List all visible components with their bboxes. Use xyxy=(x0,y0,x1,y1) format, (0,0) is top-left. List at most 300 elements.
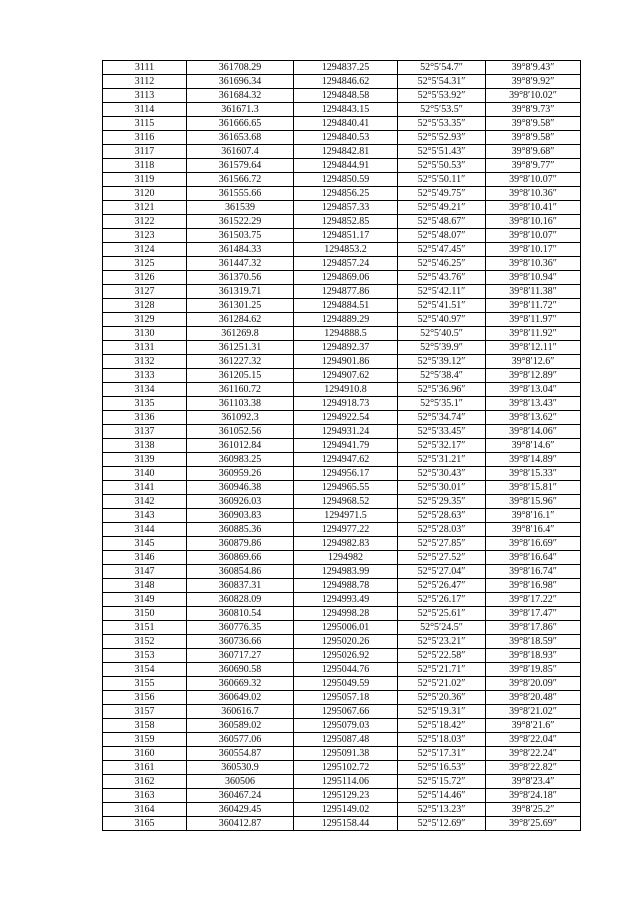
point-number-cell: 3134 xyxy=(103,383,187,397)
y-coordinate-cell: 1295102.72 xyxy=(294,761,398,775)
table-row xyxy=(103,61,581,75)
y-coordinate-cell: 1295026.92 xyxy=(294,649,398,663)
table-row xyxy=(103,621,581,635)
point-number-cell: 3117 xyxy=(103,145,187,159)
latitude-cell: 52°5′52.93″ xyxy=(398,131,486,145)
table-row xyxy=(103,103,581,117)
longitude-cell: 39°8′11.97″ xyxy=(486,313,581,327)
longitude-cell: 39°8′20.48″ xyxy=(486,691,581,705)
latitude-cell: 52°5′12.69″ xyxy=(398,817,486,831)
latitude-cell: 52°5′27.85″ xyxy=(398,537,486,551)
y-coordinate-cell: 1294848.58 xyxy=(294,89,398,103)
y-coordinate-cell: 1295057.18 xyxy=(294,691,398,705)
x-coordinate-cell: 361555.66 xyxy=(187,187,294,201)
longitude-cell: 39°8′14.06″ xyxy=(486,425,581,439)
y-coordinate-cell: 1295067.66 xyxy=(294,705,398,719)
table-row xyxy=(103,369,581,383)
longitude-cell: 39°8′19.85″ xyxy=(486,663,581,677)
table-row xyxy=(103,789,581,803)
y-coordinate-cell: 1294965.55 xyxy=(294,481,398,495)
longitude-cell: 39°8′16.98″ xyxy=(486,579,581,593)
x-coordinate-cell: 361301.25 xyxy=(187,299,294,313)
y-coordinate-cell: 1294846.62 xyxy=(294,75,398,89)
latitude-cell: 52°5′40.5″ xyxy=(398,327,486,341)
y-coordinate-cell: 1294918.73 xyxy=(294,397,398,411)
point-number-cell: 3124 xyxy=(103,243,187,257)
point-number-cell: 3152 xyxy=(103,635,187,649)
y-coordinate-cell: 1294982.83 xyxy=(294,537,398,551)
y-coordinate-cell: 1294851.17 xyxy=(294,229,398,243)
y-coordinate-cell: 1294853.2 xyxy=(294,243,398,257)
point-number-cell: 3160 xyxy=(103,747,187,761)
table-row xyxy=(103,187,581,201)
longitude-cell: 39°8′10.17″ xyxy=(486,243,581,257)
longitude-cell: 39°8′10.41″ xyxy=(486,201,581,215)
longitude-cell: 39°8′9.77″ xyxy=(486,159,581,173)
latitude-cell: 52°5′46.25″ xyxy=(398,257,486,271)
y-coordinate-cell: 1295158.44 xyxy=(294,817,398,831)
x-coordinate-cell: 360946.38 xyxy=(187,481,294,495)
latitude-cell: 52°5′47.45″ xyxy=(398,243,486,257)
x-coordinate-cell: 361522.29 xyxy=(187,215,294,229)
y-coordinate-cell: 1294840.53 xyxy=(294,131,398,145)
longitude-cell: 39°8′12.6″ xyxy=(486,355,581,369)
latitude-cell: 52°5′43.76″ xyxy=(398,271,486,285)
x-coordinate-cell: 361092.3 xyxy=(187,411,294,425)
y-coordinate-cell: 1294977.22 xyxy=(294,523,398,537)
point-number-cell: 3131 xyxy=(103,341,187,355)
y-coordinate-cell: 1294856.25 xyxy=(294,187,398,201)
x-coordinate-cell: 360530.9 xyxy=(187,761,294,775)
longitude-cell: 39°8′10.07″ xyxy=(486,229,581,243)
latitude-cell: 52°5′24.5″ xyxy=(398,621,486,635)
latitude-cell: 52°5′35.1″ xyxy=(398,397,486,411)
x-coordinate-cell: 360717.27 xyxy=(187,649,294,663)
x-coordinate-cell: 360412.87 xyxy=(187,817,294,831)
y-coordinate-cell: 1295044.76 xyxy=(294,663,398,677)
point-number-cell: 3162 xyxy=(103,775,187,789)
longitude-cell: 39°8′25.69″ xyxy=(486,817,581,831)
longitude-cell: 39°8′10.36″ xyxy=(486,187,581,201)
y-coordinate-cell: 1294852.85 xyxy=(294,215,398,229)
x-coordinate-cell: 361012.84 xyxy=(187,439,294,453)
x-coordinate-cell: 360959.26 xyxy=(187,467,294,481)
table-row xyxy=(103,229,581,243)
point-number-cell: 3114 xyxy=(103,103,187,117)
latitude-cell: 52°5′30.01″ xyxy=(398,481,486,495)
latitude-cell: 52°5′27.04″ xyxy=(398,565,486,579)
y-coordinate-cell: 1294947.62 xyxy=(294,453,398,467)
latitude-cell: 52°5′19.31″ xyxy=(398,705,486,719)
longitude-cell: 39°8′17.47″ xyxy=(486,607,581,621)
y-coordinate-cell: 1294982 xyxy=(294,551,398,565)
point-number-cell: 3156 xyxy=(103,691,187,705)
longitude-cell: 39°8′16.69″ xyxy=(486,537,581,551)
x-coordinate-cell: 361666.65 xyxy=(187,117,294,131)
y-coordinate-cell: 1294857.33 xyxy=(294,201,398,215)
y-coordinate-cell: 1294983.99 xyxy=(294,565,398,579)
x-coordinate-cell: 360736.66 xyxy=(187,635,294,649)
y-coordinate-cell: 1294840.41 xyxy=(294,117,398,131)
y-coordinate-cell: 1294993.49 xyxy=(294,593,398,607)
latitude-cell: 52°5′48.67″ xyxy=(398,215,486,229)
x-coordinate-cell: 360854.86 xyxy=(187,565,294,579)
table-row xyxy=(103,131,581,145)
y-coordinate-cell: 1294843.15 xyxy=(294,103,398,117)
x-coordinate-cell: 360669.32 xyxy=(187,677,294,691)
point-number-cell: 3128 xyxy=(103,299,187,313)
point-number-cell: 3145 xyxy=(103,537,187,551)
point-number-cell: 3150 xyxy=(103,607,187,621)
longitude-cell: 39°8′9.43″ xyxy=(486,61,581,75)
x-coordinate-cell: 361696.34 xyxy=(187,75,294,89)
x-coordinate-cell: 361284.62 xyxy=(187,313,294,327)
latitude-cell: 52°5′50.11″ xyxy=(398,173,486,187)
y-coordinate-cell: 1294910.8 xyxy=(294,383,398,397)
point-number-cell: 3142 xyxy=(103,495,187,509)
point-number-cell: 3113 xyxy=(103,89,187,103)
latitude-cell: 52°5′25.61″ xyxy=(398,607,486,621)
coordinates-table-body xyxy=(103,61,581,831)
longitude-cell: 39°8′10.94″ xyxy=(486,271,581,285)
latitude-cell: 52°5′39.12″ xyxy=(398,355,486,369)
y-coordinate-cell: 1295020.26 xyxy=(294,635,398,649)
x-coordinate-cell: 360810.54 xyxy=(187,607,294,621)
x-coordinate-cell: 361251.31 xyxy=(187,341,294,355)
y-coordinate-cell: 1294901.86 xyxy=(294,355,398,369)
table-row xyxy=(103,649,581,663)
latitude-cell: 52°5′18.42″ xyxy=(398,719,486,733)
y-coordinate-cell: 1294877.86 xyxy=(294,285,398,299)
point-number-cell: 3135 xyxy=(103,397,187,411)
y-coordinate-cell: 1295087.48 xyxy=(294,733,398,747)
point-number-cell: 3155 xyxy=(103,677,187,691)
latitude-cell: 52°5′32.17″ xyxy=(398,439,486,453)
longitude-cell: 39°8′15.96″ xyxy=(486,495,581,509)
latitude-cell: 52°5′39.9″ xyxy=(398,341,486,355)
table-row xyxy=(103,173,581,187)
table-row xyxy=(103,341,581,355)
x-coordinate-cell: 361205.15 xyxy=(187,369,294,383)
y-coordinate-cell: 1295129.23 xyxy=(294,789,398,803)
point-number-cell: 3120 xyxy=(103,187,187,201)
latitude-cell: 52°5′22.58″ xyxy=(398,649,486,663)
latitude-cell: 52°5′49.75″ xyxy=(398,187,486,201)
table-row xyxy=(103,299,581,313)
table-row xyxy=(103,439,581,453)
table-row xyxy=(103,677,581,691)
longitude-cell: 39°8′9.92″ xyxy=(486,75,581,89)
latitude-cell: 52°5′36.96″ xyxy=(398,383,486,397)
longitude-cell: 39°8′17.22″ xyxy=(486,593,581,607)
latitude-cell: 52°5′17.31″ xyxy=(398,747,486,761)
point-number-cell: 3127 xyxy=(103,285,187,299)
latitude-cell: 52°5′53.5″ xyxy=(398,103,486,117)
point-number-cell: 3161 xyxy=(103,761,187,775)
table-row xyxy=(103,537,581,551)
longitude-cell: 39°8′16.4″ xyxy=(486,523,581,537)
y-coordinate-cell: 1294907.62 xyxy=(294,369,398,383)
y-coordinate-cell: 1294988.78 xyxy=(294,579,398,593)
y-coordinate-cell: 1295049.59 xyxy=(294,677,398,691)
latitude-cell: 52°5′21.71″ xyxy=(398,663,486,677)
x-coordinate-cell: 360926.03 xyxy=(187,495,294,509)
longitude-cell: 39°8′25.2″ xyxy=(486,803,581,817)
table-row xyxy=(103,733,581,747)
longitude-cell: 39°8′22.24″ xyxy=(486,747,581,761)
table-row xyxy=(103,565,581,579)
point-number-cell: 3141 xyxy=(103,481,187,495)
x-coordinate-cell: 361103.38 xyxy=(187,397,294,411)
x-coordinate-cell: 360903.83 xyxy=(187,509,294,523)
point-number-cell: 3157 xyxy=(103,705,187,719)
latitude-cell: 52°5′42.11″ xyxy=(398,285,486,299)
longitude-cell: 39°8′11.92″ xyxy=(486,327,581,341)
longitude-cell: 39°8′12.89″ xyxy=(486,369,581,383)
latitude-cell: 52°5′40.97″ xyxy=(398,313,486,327)
y-coordinate-cell: 1294941.79 xyxy=(294,439,398,453)
x-coordinate-cell: 360616.7 xyxy=(187,705,294,719)
table-row xyxy=(103,607,581,621)
table-row xyxy=(103,719,581,733)
latitude-cell: 52°5′20.36″ xyxy=(398,691,486,705)
point-number-cell: 3136 xyxy=(103,411,187,425)
point-number-cell: 3154 xyxy=(103,663,187,677)
point-number-cell: 3149 xyxy=(103,593,187,607)
point-number-cell: 3119 xyxy=(103,173,187,187)
y-coordinate-cell: 1294971.5 xyxy=(294,509,398,523)
table-row xyxy=(103,509,581,523)
table-row xyxy=(103,285,581,299)
point-number-cell: 3133 xyxy=(103,369,187,383)
table-row xyxy=(103,817,581,831)
y-coordinate-cell: 1294850.59 xyxy=(294,173,398,187)
table-row xyxy=(103,705,581,719)
latitude-cell: 52°5′26.47″ xyxy=(398,579,486,593)
table-row xyxy=(103,579,581,593)
point-number-cell: 3112 xyxy=(103,75,187,89)
table-row xyxy=(103,201,581,215)
table-row xyxy=(103,117,581,131)
x-coordinate-cell: 360506 xyxy=(187,775,294,789)
point-number-cell: 3138 xyxy=(103,439,187,453)
x-coordinate-cell: 360429.45 xyxy=(187,803,294,817)
latitude-cell: 52°5′34.74″ xyxy=(398,411,486,425)
longitude-cell: 39°8′9.58″ xyxy=(486,117,581,131)
table-row xyxy=(103,481,581,495)
x-coordinate-cell: 361319.71 xyxy=(187,285,294,299)
x-coordinate-cell: 361539 xyxy=(187,201,294,215)
table-row xyxy=(103,313,581,327)
longitude-cell: 39°8′21.6″ xyxy=(486,719,581,733)
x-coordinate-cell: 361160.72 xyxy=(187,383,294,397)
x-coordinate-cell: 361708.29 xyxy=(187,61,294,75)
longitude-cell: 39°8′24.18″ xyxy=(486,789,581,803)
longitude-cell: 39°8′11.72″ xyxy=(486,299,581,313)
x-coordinate-cell: 361484.33 xyxy=(187,243,294,257)
point-number-cell: 3144 xyxy=(103,523,187,537)
table-row xyxy=(103,271,581,285)
x-coordinate-cell: 361503.75 xyxy=(187,229,294,243)
latitude-cell: 52°5′51.43″ xyxy=(398,145,486,159)
coordinates-table xyxy=(102,60,581,831)
point-number-cell: 3116 xyxy=(103,131,187,145)
y-coordinate-cell: 1295091.38 xyxy=(294,747,398,761)
y-coordinate-cell: 1295149.02 xyxy=(294,803,398,817)
x-coordinate-cell: 361566.72 xyxy=(187,173,294,187)
x-coordinate-cell: 361684.32 xyxy=(187,89,294,103)
point-number-cell: 3151 xyxy=(103,621,187,635)
x-coordinate-cell: 360776.35 xyxy=(187,621,294,635)
latitude-cell: 52°5′23.21″ xyxy=(398,635,486,649)
table-row xyxy=(103,411,581,425)
table-row xyxy=(103,467,581,481)
point-number-cell: 3158 xyxy=(103,719,187,733)
table-row xyxy=(103,523,581,537)
y-coordinate-cell: 1294968.52 xyxy=(294,495,398,509)
point-number-cell: 3126 xyxy=(103,271,187,285)
x-coordinate-cell: 360879.86 xyxy=(187,537,294,551)
y-coordinate-cell: 1294922.54 xyxy=(294,411,398,425)
latitude-cell: 52°5′48.07″ xyxy=(398,229,486,243)
point-number-cell: 3159 xyxy=(103,733,187,747)
table-row xyxy=(103,159,581,173)
latitude-cell: 52°5′28.63″ xyxy=(398,509,486,523)
table-row xyxy=(103,425,581,439)
point-number-cell: 3148 xyxy=(103,579,187,593)
point-number-cell: 3165 xyxy=(103,817,187,831)
latitude-cell: 52°5′33.45″ xyxy=(398,425,486,439)
x-coordinate-cell: 360885.36 xyxy=(187,523,294,537)
longitude-cell: 39°8′22.04″ xyxy=(486,733,581,747)
y-coordinate-cell: 1294837.25 xyxy=(294,61,398,75)
table-row xyxy=(103,327,581,341)
table-row xyxy=(103,551,581,565)
x-coordinate-cell: 361579.64 xyxy=(187,159,294,173)
latitude-cell: 52°5′30.43″ xyxy=(398,467,486,481)
table-row xyxy=(103,495,581,509)
longitude-cell: 39°8′18.59″ xyxy=(486,635,581,649)
latitude-cell: 52°5′26.17″ xyxy=(398,593,486,607)
latitude-cell: 52°5′29.35″ xyxy=(398,495,486,509)
point-number-cell: 3143 xyxy=(103,509,187,523)
table-row xyxy=(103,691,581,705)
longitude-cell: 39°8′11.38″ xyxy=(486,285,581,299)
x-coordinate-cell: 360467.24 xyxy=(187,789,294,803)
latitude-cell: 52°5′16.53″ xyxy=(398,761,486,775)
x-coordinate-cell: 361447.32 xyxy=(187,257,294,271)
latitude-cell: 52°5′21.02″ xyxy=(398,677,486,691)
point-number-cell: 3139 xyxy=(103,453,187,467)
x-coordinate-cell: 361671.3 xyxy=(187,103,294,117)
table-row xyxy=(103,635,581,649)
longitude-cell: 39°8′10.36″ xyxy=(486,257,581,271)
x-coordinate-cell: 360589.02 xyxy=(187,719,294,733)
point-number-cell: 3140 xyxy=(103,467,187,481)
table-row xyxy=(103,215,581,229)
x-coordinate-cell: 360690.58 xyxy=(187,663,294,677)
longitude-cell: 39°8′16.1″ xyxy=(486,509,581,523)
y-coordinate-cell: 1294892.37 xyxy=(294,341,398,355)
longitude-cell: 39°8′18.93″ xyxy=(486,649,581,663)
y-coordinate-cell: 1294869.06 xyxy=(294,271,398,285)
y-coordinate-cell: 1294931.24 xyxy=(294,425,398,439)
table-row xyxy=(103,383,581,397)
longitude-cell: 39°8′16.74″ xyxy=(486,565,581,579)
y-coordinate-cell: 1294884.51 xyxy=(294,299,398,313)
latitude-cell: 52°5′13.23″ xyxy=(398,803,486,817)
latitude-cell: 52°5′49.21″ xyxy=(398,201,486,215)
table-row xyxy=(103,243,581,257)
table-row xyxy=(103,761,581,775)
longitude-cell: 39°8′13.43″ xyxy=(486,397,581,411)
longitude-cell: 39°8′13.62″ xyxy=(486,411,581,425)
latitude-cell: 52°5′50.53″ xyxy=(398,159,486,173)
x-coordinate-cell: 360828.09 xyxy=(187,593,294,607)
point-number-cell: 3137 xyxy=(103,425,187,439)
x-coordinate-cell: 360837.31 xyxy=(187,579,294,593)
latitude-cell: 52°5′14.46″ xyxy=(398,789,486,803)
point-number-cell: 3118 xyxy=(103,159,187,173)
latitude-cell: 52°5′41.51″ xyxy=(398,299,486,313)
longitude-cell: 39°8′9.68″ xyxy=(486,145,581,159)
longitude-cell: 39°8′9.58″ xyxy=(486,131,581,145)
x-coordinate-cell: 361269.8 xyxy=(187,327,294,341)
table-row xyxy=(103,397,581,411)
longitude-cell: 39°8′14.89″ xyxy=(486,453,581,467)
longitude-cell: 39°8′10.16″ xyxy=(486,215,581,229)
longitude-cell: 39°8′23.4″ xyxy=(486,775,581,789)
table-row xyxy=(103,453,581,467)
y-coordinate-cell: 1294844.91 xyxy=(294,159,398,173)
longitude-cell: 39°8′13.04″ xyxy=(486,383,581,397)
x-coordinate-cell: 360554.87 xyxy=(187,747,294,761)
table-row xyxy=(103,593,581,607)
y-coordinate-cell: 1295114.06 xyxy=(294,775,398,789)
latitude-cell: 52°5′31.21″ xyxy=(398,453,486,467)
point-number-cell: 3129 xyxy=(103,313,187,327)
table-row xyxy=(103,75,581,89)
longitude-cell: 39°8′10.02″ xyxy=(486,89,581,103)
longitude-cell: 39°8′10.07″ xyxy=(486,173,581,187)
longitude-cell: 39°8′12.11″ xyxy=(486,341,581,355)
longitude-cell: 39°8′9.73″ xyxy=(486,103,581,117)
x-coordinate-cell: 361370.56 xyxy=(187,271,294,285)
latitude-cell: 52°5′54.31″ xyxy=(398,75,486,89)
y-coordinate-cell: 1295006.01 xyxy=(294,621,398,635)
latitude-cell: 52°5′27.52″ xyxy=(398,551,486,565)
point-number-cell: 3153 xyxy=(103,649,187,663)
point-number-cell: 3121 xyxy=(103,201,187,215)
point-number-cell: 3164 xyxy=(103,803,187,817)
table-row xyxy=(103,803,581,817)
longitude-cell: 39°8′14.6″ xyxy=(486,439,581,453)
y-coordinate-cell: 1295079.03 xyxy=(294,719,398,733)
longitude-cell: 39°8′15.33″ xyxy=(486,467,581,481)
point-number-cell: 3132 xyxy=(103,355,187,369)
x-coordinate-cell: 360983.25 xyxy=(187,453,294,467)
longitude-cell: 39°8′16.64″ xyxy=(486,551,581,565)
y-coordinate-cell: 1294889.29 xyxy=(294,313,398,327)
x-coordinate-cell: 360577.06 xyxy=(187,733,294,747)
longitude-cell: 39°8′17.86″ xyxy=(486,621,581,635)
point-number-cell: 3146 xyxy=(103,551,187,565)
latitude-cell: 52°5′54.7″ xyxy=(398,61,486,75)
latitude-cell: 52°5′38.4″ xyxy=(398,369,486,383)
table-row xyxy=(103,257,581,271)
latitude-cell: 52°5′18.03″ xyxy=(398,733,486,747)
point-number-cell: 3123 xyxy=(103,229,187,243)
